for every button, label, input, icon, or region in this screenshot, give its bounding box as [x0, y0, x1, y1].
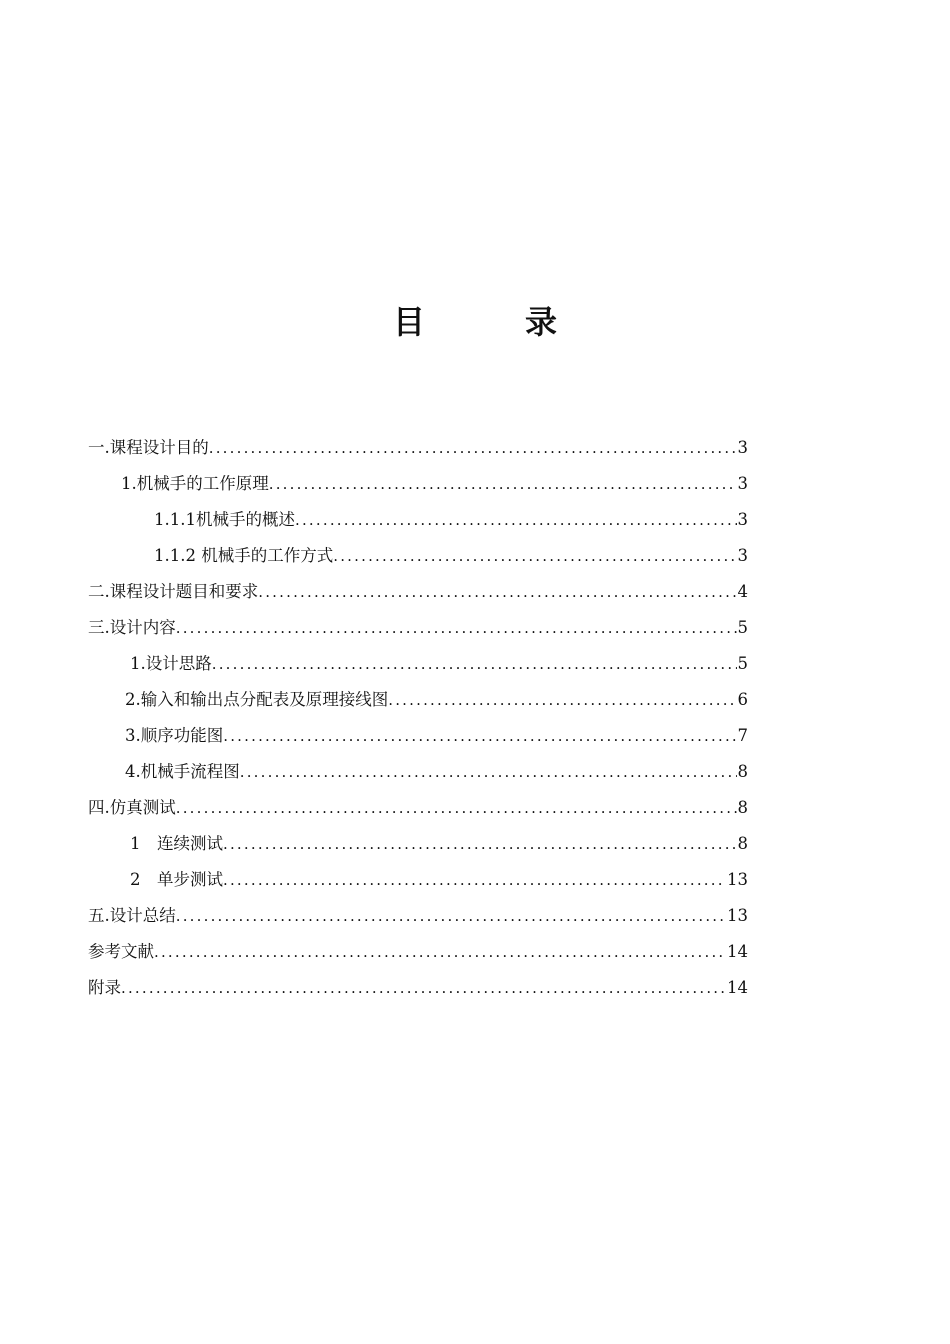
toc-entry-page: 8: [737, 798, 748, 817]
toc-entry[interactable]: [88, 685, 748, 721]
toc-entry-label: 四.仿真测试: [88, 798, 176, 817]
toc-entry[interactable]: [88, 901, 748, 937]
toc-entry-label: 1.设计思路: [130, 654, 212, 673]
toc-entry[interactable]: [88, 577, 748, 613]
toc-entry[interactable]: [88, 973, 748, 1009]
toc-entry-page: 8: [737, 762, 748, 781]
toc-dot-leader: [176, 793, 737, 823]
toc-entry[interactable]: [88, 469, 748, 505]
toc-entry-page: 14: [727, 978, 748, 997]
toc-entry[interactable]: [88, 721, 748, 757]
toc-entry[interactable]: [88, 505, 748, 541]
toc-entry[interactable]: [88, 793, 748, 829]
toc-entry-page: 5: [737, 654, 748, 673]
toc-entry[interactable]: [88, 613, 748, 649]
toc-dot-leader: [223, 721, 736, 751]
toc-entry-label: 1 连续测试: [130, 834, 223, 853]
toc-dot-leader: [212, 649, 737, 679]
toc-entry-label: 三.设计内容: [88, 618, 176, 637]
toc-entry-label: 1.1.2 机械手的工作方式: [154, 546, 334, 565]
toc-entry-page: 3: [737, 474, 748, 493]
toc-entry-label: 1.1.1机械手的概述: [154, 510, 295, 529]
toc-entry-label: 4.机械手流程图: [125, 762, 240, 781]
toc-entry-page: 6: [737, 690, 748, 709]
toc-dot-leader: [295, 505, 737, 535]
toc-dot-leader: [209, 433, 737, 463]
toc-entry-page: 3: [737, 510, 748, 529]
toc-dot-leader: [223, 829, 737, 859]
toc-entry[interactable]: [88, 865, 748, 901]
toc-dot-leader: [388, 685, 736, 715]
toc-entry-label: 2.输入和输出点分配表及原理接线图: [125, 690, 389, 709]
toc-dot-leader: [176, 613, 737, 643]
toc-entry[interactable]: [88, 649, 748, 685]
toc-entry-page: 13: [727, 870, 748, 889]
toc-dot-leader: [240, 757, 737, 787]
toc-dot-leader: [269, 469, 737, 499]
toc-entry-label: 二.课程设计题目和要求: [88, 582, 259, 601]
toc-entry-page: 7: [737, 726, 748, 745]
toc-entry-page: 3: [737, 438, 748, 457]
toc-entry-page: 14: [727, 942, 748, 961]
toc-entry-page: 8: [737, 834, 748, 853]
toc-list: [88, 433, 748, 1009]
toc-entry-label: 1.机械手的工作原理: [121, 474, 269, 493]
toc-dot-leader: [121, 973, 726, 1003]
toc-entry[interactable]: [88, 541, 748, 577]
toc-dot-leader: [176, 901, 726, 931]
toc-entry-label: 2 单步测试: [130, 870, 223, 889]
toc-entry-label: 参考文献: [88, 942, 154, 961]
toc-dot-leader: [223, 865, 726, 895]
toc-dot-leader: [154, 937, 726, 967]
toc-entry-page: 4: [737, 582, 748, 601]
toc-entry-label: 一.课程设计目的: [88, 438, 209, 457]
toc-title: 目 录: [392, 303, 591, 341]
toc-entry[interactable]: [88, 829, 748, 865]
toc-entry[interactable]: [88, 433, 748, 469]
toc-entry-label: 五.设计总结: [88, 906, 176, 925]
toc-entry-page: 13: [727, 906, 748, 925]
toc-entry-page: 3: [737, 546, 748, 565]
toc-dot-leader: [258, 577, 736, 607]
toc-entry-label: 3.顺序功能图: [125, 726, 224, 745]
toc-dot-leader: [333, 541, 736, 571]
toc-entry[interactable]: [88, 757, 748, 793]
toc-entry-label: 附录: [88, 978, 121, 997]
toc-entry[interactable]: [88, 937, 748, 973]
toc-entry-page: 5: [737, 618, 748, 637]
